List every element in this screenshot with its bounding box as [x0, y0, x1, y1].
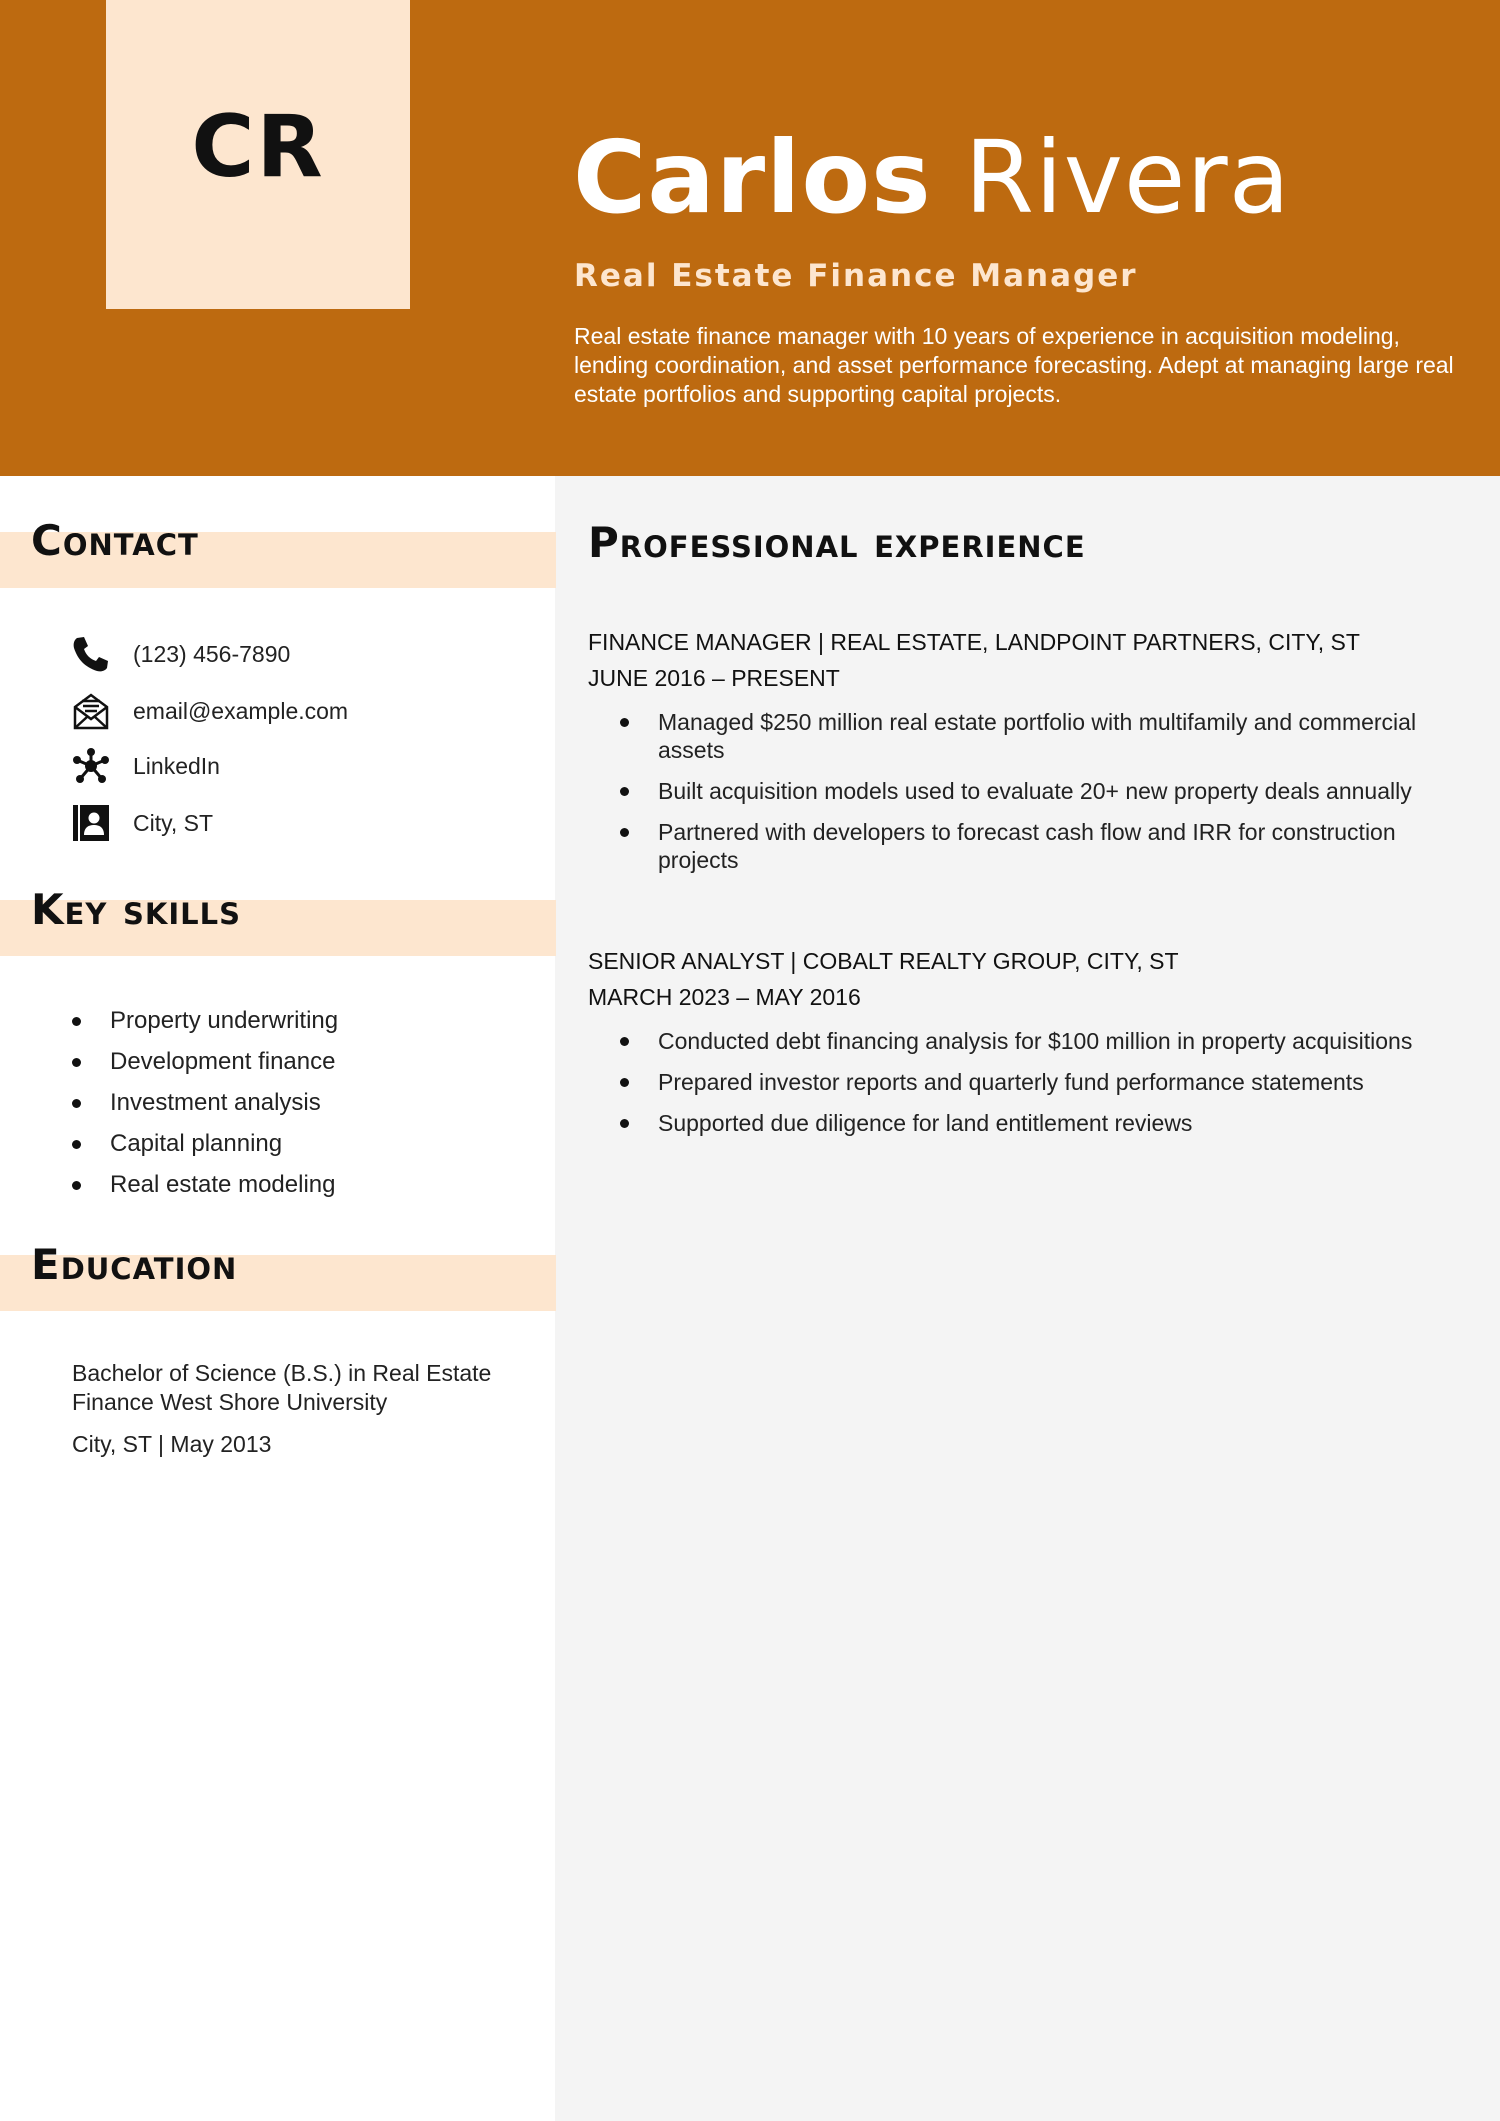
linkedin-network-icon [70, 746, 112, 786]
job-dates: MARCH 2023 – MAY 2016 [588, 984, 861, 1010]
phone-icon [70, 634, 112, 674]
last-name: Rivera [964, 119, 1291, 236]
job-bullet: Supported due diligence for land entitlement reviews [588, 1109, 1458, 1137]
email-text[interactable]: email@example.com [133, 697, 349, 724]
experience-heading: Professional experience [588, 518, 1086, 567]
job-entry-2 [588, 943, 1458, 1150]
job-role: FINANCE MANAGER | REAL ESTATE, LANDPOINT PARTNERS, CITY, ST [588, 629, 1360, 655]
location-text: City, ST [133, 809, 214, 836]
skill-item: Property underwriting [70, 1000, 338, 1041]
skill-item: Development finance [70, 1041, 338, 1082]
contact-phone [70, 634, 290, 674]
contact-location [70, 803, 213, 843]
degree-text: Bachelor of Science (B.S.) in Real Estate Finance West Shore University [72, 1360, 492, 1415]
job-entry-1 [588, 624, 1458, 887]
monogram-initials: CR [191, 96, 325, 197]
phone-text: (123) 456-7890 [133, 640, 291, 667]
job-bullet: Partnered with developers to forecast cash flow and IRR for construction projects [588, 818, 1458, 874]
contact-email [70, 691, 348, 731]
skills-heading: Key skills [31, 885, 241, 934]
job-dates: JUNE 2016 – PRESENT [588, 665, 840, 691]
job-role: SENIOR ANALYST | COBALT REALTY GROUP, CITY, ST [588, 948, 1179, 974]
skill-item: Capital planning [70, 1123, 338, 1164]
linkedin-text[interactable]: LinkedIn [133, 752, 220, 779]
job-bullet: Built acquisition models used to evaluate 20+ new property deals annually [588, 777, 1458, 805]
contact-heading: Contact [31, 516, 199, 565]
first-name: Carlos [573, 119, 932, 236]
job-bullet: Managed $250 million real estate portfolio with multifamily and commercial assets [588, 708, 1458, 764]
email-icon [70, 691, 112, 731]
skill-item: Investment analysis [70, 1082, 338, 1123]
contact-linkedin [70, 746, 220, 786]
job-bullet: Conducted debt financing analysis for $100 million in property acquisitions [588, 1027, 1458, 1055]
skill-item: Real estate modeling [70, 1164, 338, 1205]
address-book-icon [70, 803, 112, 843]
header-banner [0, 0, 1500, 476]
job-bullet: Prepared investor reports and quarterly fund performance statements [588, 1068, 1458, 1096]
profile-summary: Real estate finance manager with 10 years of experience in acquisition modeling, lending coordination, and asset performance forecasting. Adept at managing large real estate portfolios and supporting capital projects. [574, 323, 1454, 407]
education-location-date: City, ST | May 2013 [72, 1431, 272, 1457]
job-bullets [588, 708, 1458, 874]
candidate-name [573, 119, 1291, 236]
monogram-box [106, 0, 410, 309]
skills-list [70, 1000, 338, 1205]
job-bullets [588, 1027, 1458, 1137]
education-entry [72, 1359, 522, 1459]
education-heading: Education [31, 1240, 238, 1289]
job-title: Real Estate Finance Manager [574, 258, 1138, 294]
